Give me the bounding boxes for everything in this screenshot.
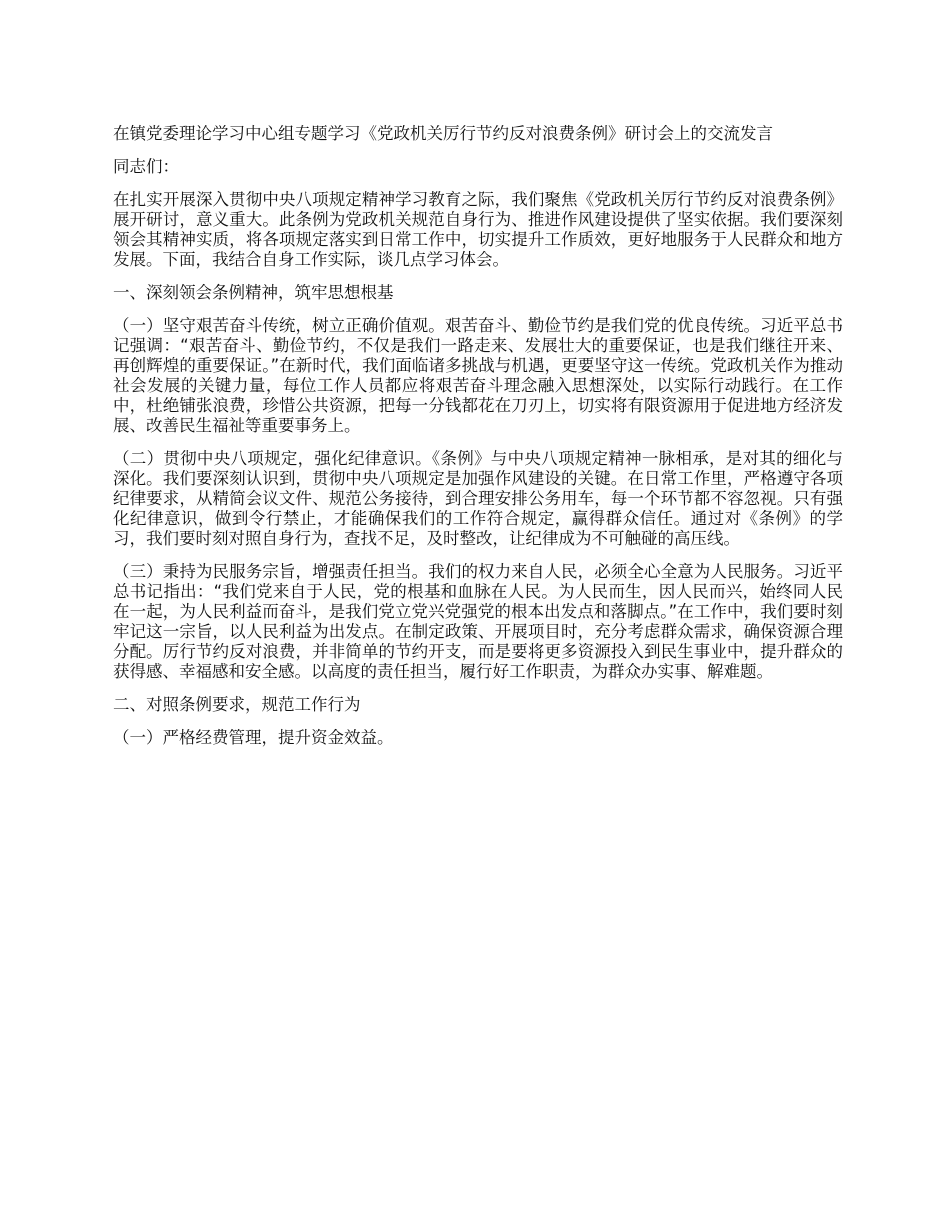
document-title: 在镇党委理论学习中心组专题学习《党政机关厉行节约反对浪费条例》研讨会上的交流发言 — [113, 124, 773, 143]
document-page — [113, 124, 843, 761]
section-heading-1: 一、深刻领会条例精神，筑牢思想根基 — [113, 283, 394, 302]
section-heading-2: 二、对照条例要求，规范工作行为 — [113, 695, 361, 714]
section-1-paragraph-1: （一）坚守艰苦奋斗传统，树立正确价值观。艰苦奋斗、勤俭节约是我们党的优良传统。习近平总书记强调：“艰苦奋斗、勤俭节约，不仅是我们一路走来、发展壮大的重要保证，也是我们继往开来、再创辉煌的重要保证。”在新时代，我们面临诸多挑战与机遇，更要坚守这一传统。党政机关作为推动社会发展的关键力量，每位工作人员都应将艰苦奋斗理念融入思想深处，以实际行动践行。在工作中，杜绝铺张浪费，珍惜公共资源，把每一分钱都花在刀刃上，切实将有限资源用于促进地方经济发展、改善民生福祉等重要事务上。 — [113, 316, 843, 435]
section-2-paragraph-1: （一）严格经费管理，提升资金效益。 — [113, 728, 394, 747]
section-1-paragraph-3: （三）秉持为民服务宗旨，增强责任担当。我们的权力来自人民，必须全心全意为人民服务。习近平总书记指出：“我们党来自于人民，党的根基和血脉在人民。为人民而生，因人民而兴，始终同人民在一起，为人民利益而奋斗，是我们党立党兴党强党的根本出发点和落脚点。”在工作中，我们要时刻牢记这一宗旨，以人民利益为出发点。在制定政策、开展项目时，充分考虑群众需求，确保资源合理分配。厉行节约反对浪费，并非简单的节约开支，而是要将更多资源投入到民生事业中，提升群众的获得感、幸福感和安全感。以高度的责任担当，履行好工作职责，为群众办实事、解难题。 — [113, 562, 843, 681]
section-1-paragraph-2: （二）贯彻中央八项规定，强化纪律意识。《条例》与中央八项规定精神一脉相承，是对其的细化与深化。我们要深刻认识到，贯彻中央八项规定是加强作风建设的关键。在日常工作里，严格遵守各项纪律要求，从精简会议文件、规范公务接待，到合理安排公务用车，每一个环节都不容忽视。只有强化纪律意识，做到令行禁止，才能确保我们的工作符合规定，赢得群众信任。通过对《条例》的学习，我们要时刻对照自身行为，查找不足，及时整改，让纪律成为不可触碰的高压线。 — [113, 449, 843, 548]
intro-paragraph: 在扎实开展深入贯彻中央八项规定精神学习教育之际，我们聚焦《党政机关厉行节约反对浪费条例》展开研讨，意义重大。此条例为党政机关规范自身行为、推进作风建设提供了坚实依据。我们要深刻领会其精神实质，将各项规定落实到日常工作中，切实提升工作质效，更好地服务于人民群众和地方发展。下面，我结合自身工作实际，谈几点学习体会。 — [113, 190, 843, 269]
salutation: 同志们： — [113, 157, 179, 176]
